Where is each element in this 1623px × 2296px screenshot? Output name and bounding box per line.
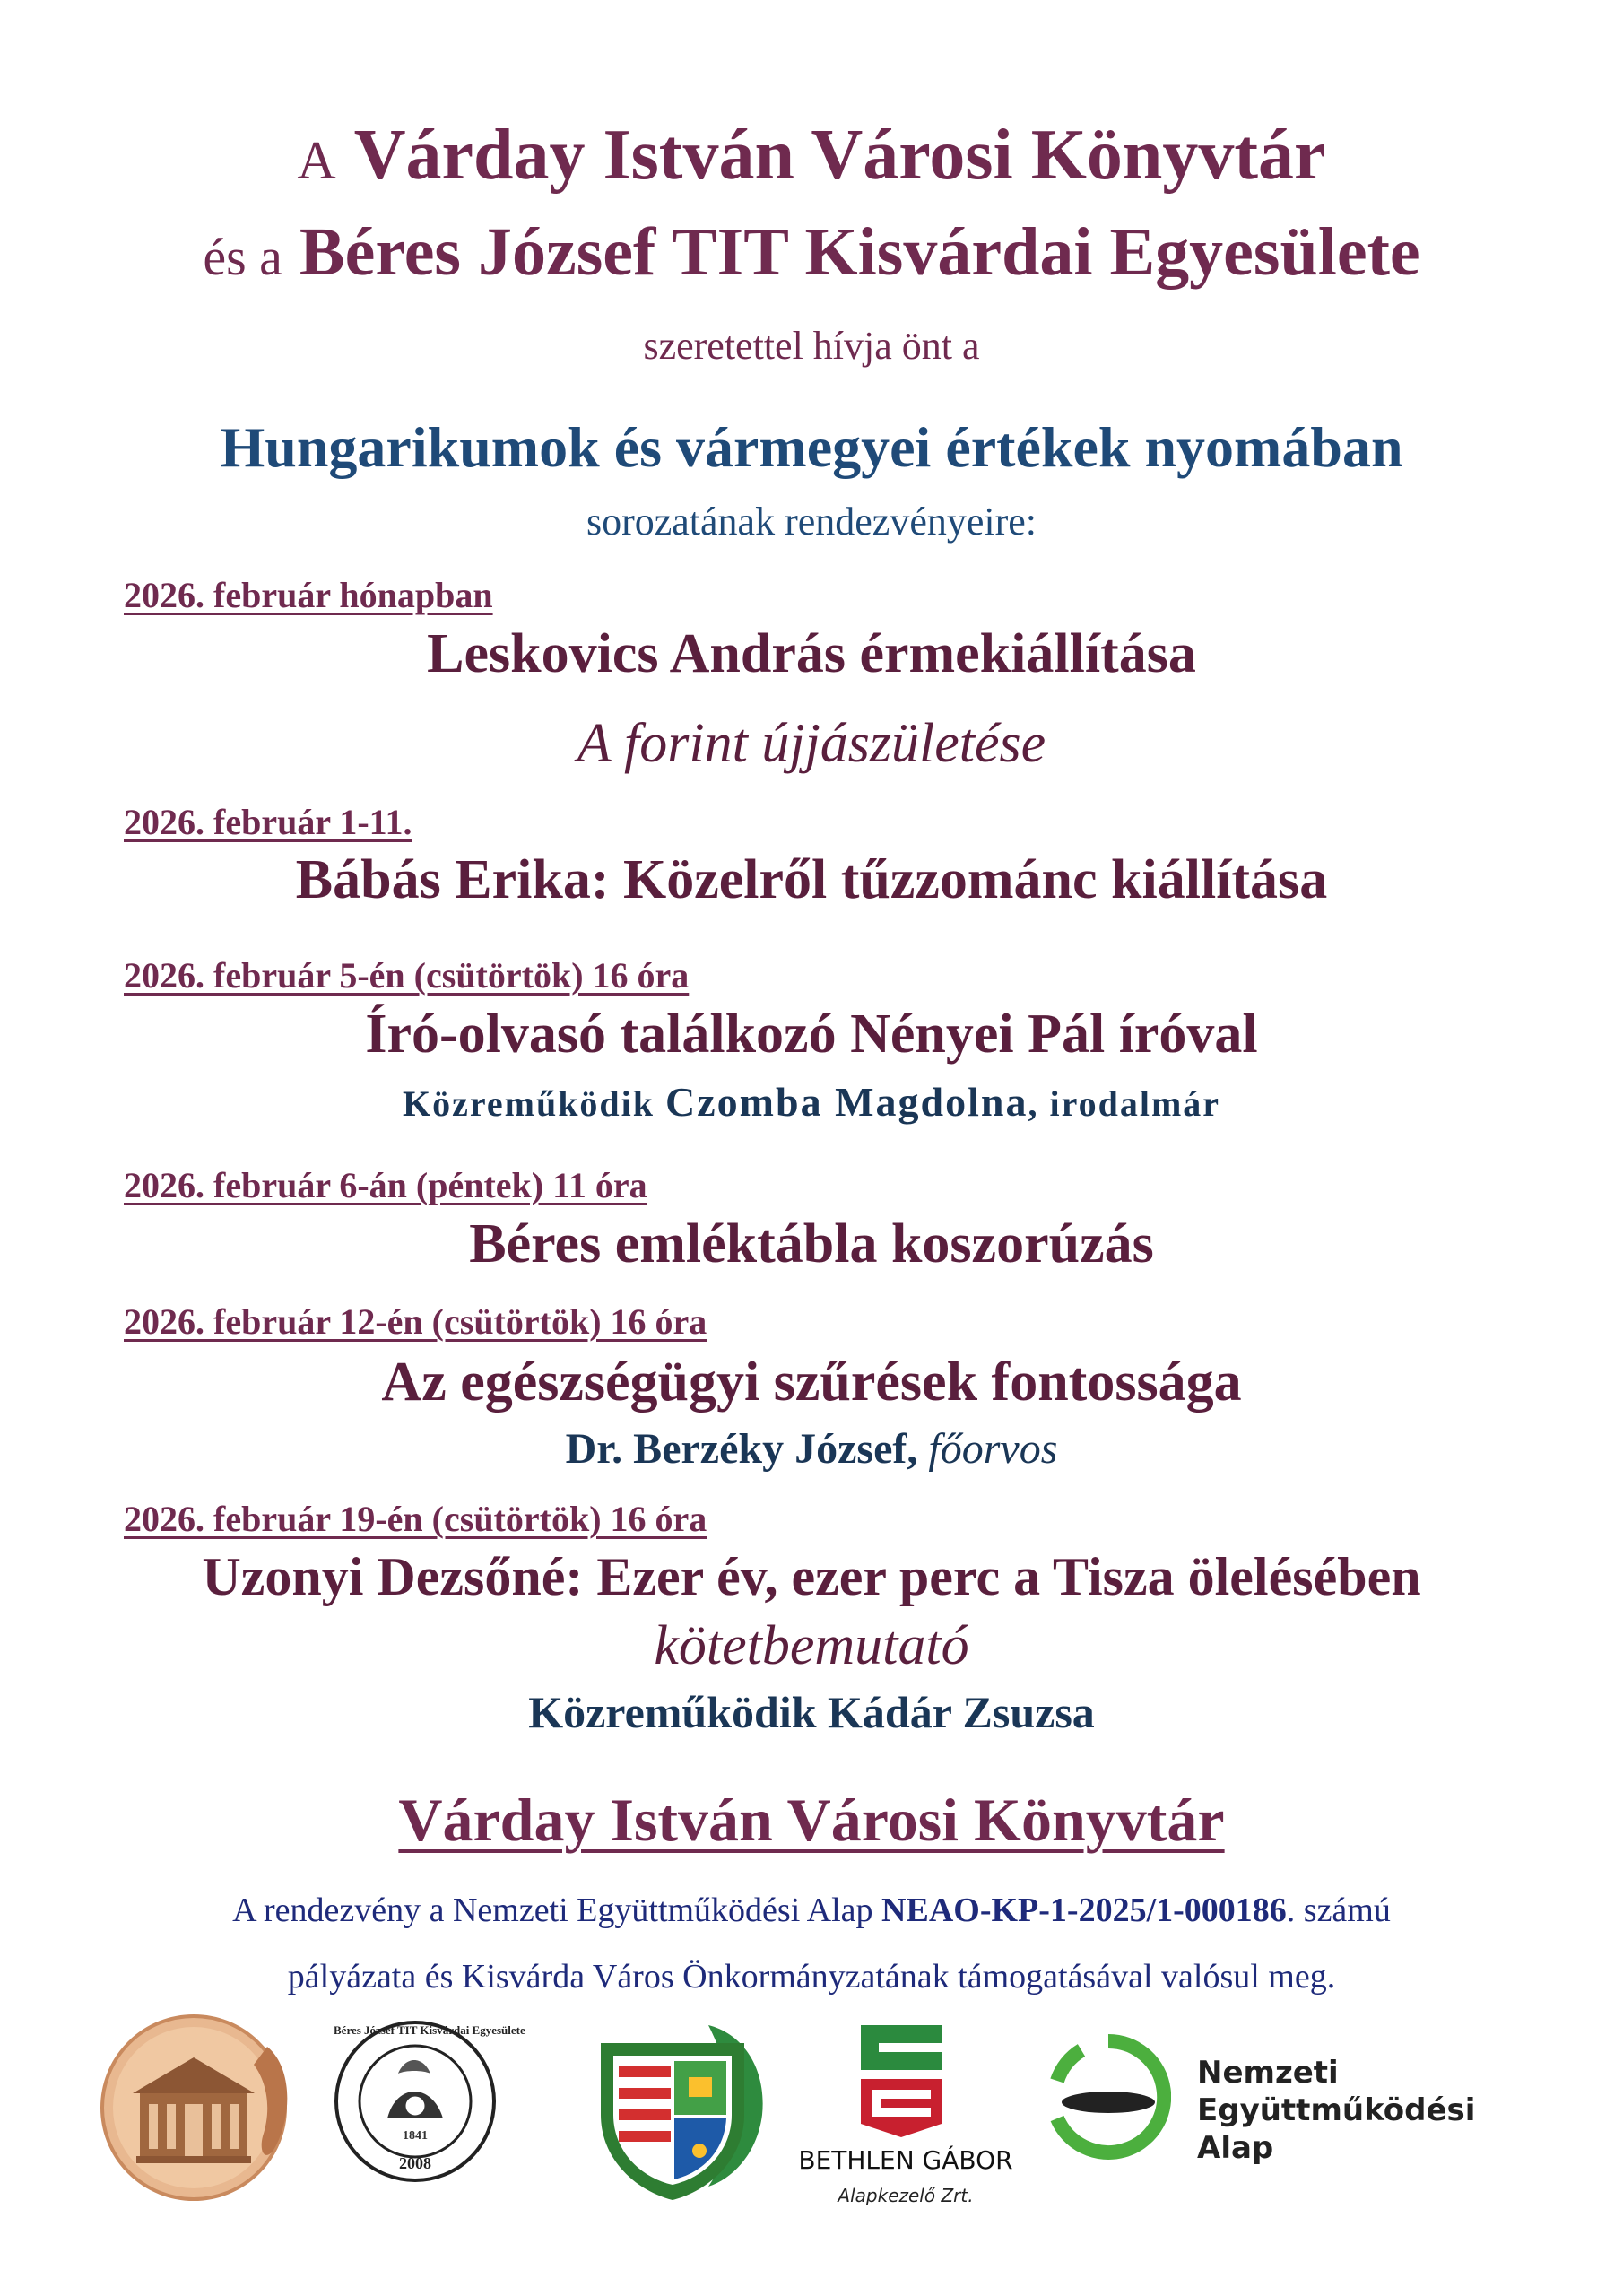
nea-line-2: Együttműködési (1197, 2092, 1476, 2128)
series-subtitle: sorozatának rendezvényeire: (586, 500, 1037, 544)
event-5-speaker-role: főorvos (917, 1425, 1058, 1473)
event-6-contributor: Közreműködik Kádár Zsuzsa (528, 1687, 1095, 1737)
series-title: Hungarikumok és vármegyei értékek nyomában (220, 415, 1403, 479)
event-6-title: Uzonyi Dezsőné: Ezer év, ezer perc a Tisza ölelésében (202, 1547, 1421, 1606)
event-6-subtitle: kötetbemutató (654, 1615, 969, 1676)
event-3-title: Író-olvasó találkozó Nényei Pál íróval (365, 1004, 1258, 1065)
tit-year-outer: 2008 (399, 2154, 431, 2172)
event-5-title: Az egészségügyi szűrések fontossága (381, 1352, 1242, 1413)
event-1-subtitle: A forint újjászületése (577, 713, 1046, 774)
support-text-a: A rendezvény a Nemzeti Együttműködési Alap (232, 1892, 882, 1929)
event-3-contributor-label: Közreműködik (402, 1083, 666, 1124)
event-3-contributor (0, 1078, 1623, 1126)
event-5-date: 2026. február 12-én (csütörtök) 16 óra (124, 1301, 707, 1342)
support-line-2: pályázata és Kisvárda Város Önkormányzatának támogatásával valósul meg. (287, 1958, 1336, 1996)
bethlen-gabor-sub: Alapkezelő Zrt. (838, 2185, 974, 2206)
support-line-1 (0, 1891, 1623, 1930)
tit-year-inner: 1841 (403, 2129, 428, 2143)
header-prefix-2: és a (203, 228, 282, 286)
header-prefix-1: A (297, 131, 336, 190)
association-name: Béres József TIT Kisvárdai Egyesülete (299, 214, 1420, 290)
event-5-speaker-name: Dr. Berzéky József, (565, 1425, 918, 1473)
event-3-date: 2026. február 5-én (csütörtök) 16 óra (124, 955, 690, 996)
support-text-b: . számú (1286, 1892, 1391, 1929)
event-5-speaker (0, 1424, 1623, 1474)
library-medallion-logo (97, 2011, 303, 2203)
invite-text: szeretettel hívja önt a (643, 324, 980, 368)
library-name: Várday István Városi Könyvtár (353, 116, 1326, 195)
event-1-date: 2026. február hónapban (124, 575, 493, 615)
nea-line-3: Alap (1197, 2130, 1274, 2166)
event-2-date: 2026. február 1-11. (124, 802, 412, 842)
tit-seal-logo (334, 2020, 525, 2183)
nea-logo (1046, 2032, 1171, 2167)
event-3-contributor-role: , irodalmár (1028, 1083, 1221, 1124)
event-4-date: 2026. február 6-án (péntek) 11 óra (124, 1165, 647, 1205)
event-3-contributor-name: Czomba Magdolna (665, 1079, 1028, 1125)
event-1-title: Leskovics András érmekiállítása (427, 623, 1196, 684)
footer-library-name: Várday István Városi Könyvtár (398, 1786, 1225, 1854)
bethlen-gabor-logo (852, 2016, 950, 2142)
grant-code: NEAO-KP-1-2025/1-000186 (881, 1892, 1287, 1929)
nea-wordmark (1197, 2054, 1475, 2167)
coat-of-arms-logo (574, 2007, 773, 2206)
tit-ring-text: Béres József TIT Kisvárdai Egyesülete (334, 2023, 525, 2037)
event-2-title: Bábás Erika: Közelről tűzzománc kiállítása (295, 849, 1328, 910)
header-line-2 (0, 213, 1623, 291)
header-line-1 (0, 115, 1623, 196)
bethlen-gabor-name: BETHLEN GÁBOR (798, 2145, 1013, 2175)
event-6-date: 2026. február 19-én (csütörtök) 16 óra (124, 1499, 707, 1539)
nea-line-1: Nemzeti (1197, 2055, 1339, 2091)
event-4-title: Béres emléktábla koszorúzás (469, 1213, 1154, 1274)
